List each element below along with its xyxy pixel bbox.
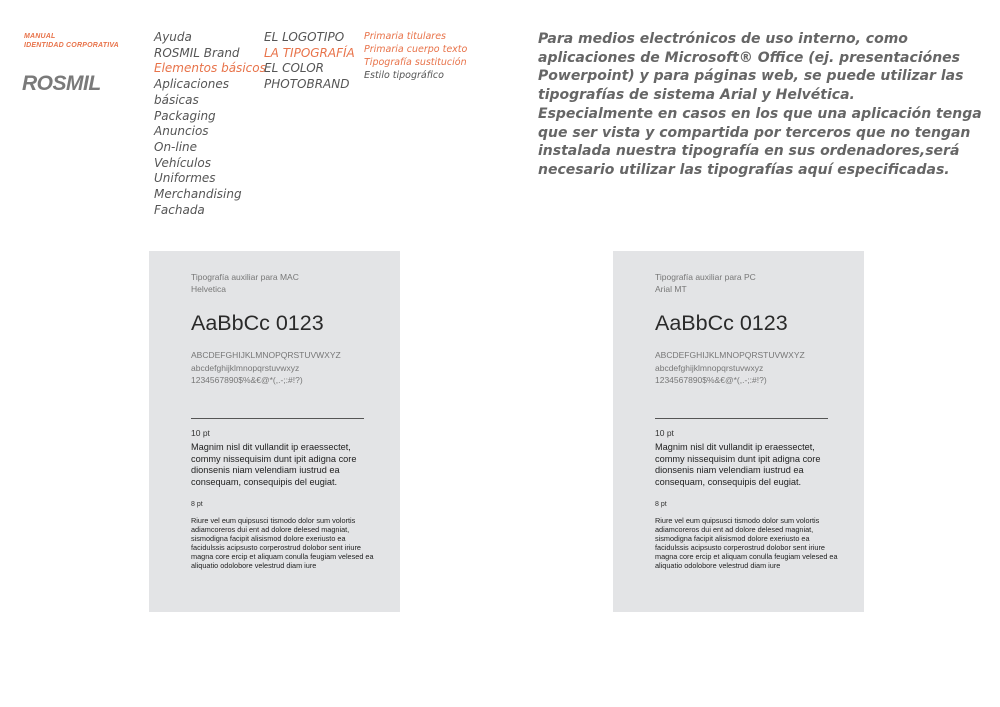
divider	[655, 418, 828, 419]
nav-item-primaria-titulares[interactable]: Primaria titulares	[364, 31, 447, 42]
intro-paragraph-2: Especialmente en casos en los que una aplicación tenga que ser vista y compartida por terceros que no tengan instalada nuestra tipografía en sus ordenadores,será necesario utilizar las tipografías aquí especificadas.	[538, 105, 982, 178]
nav-item-packaging[interactable]: Packaging	[154, 108, 216, 123]
card-header	[191, 271, 299, 295]
body-sample-10pt: Magnim nisl dit vullandit ip eraessectet, commy nissequisim dunt ipit adigna core dionsenis niam velendiam iustrud ea consequam, consequipis del eugiat.	[191, 442, 357, 487]
glyph-set	[655, 349, 805, 387]
glyphs-lower: abcdefghijklmnopqrstuvwxyz	[655, 362, 764, 373]
font-sample: AaBbCc 0123	[655, 311, 788, 335]
nav-item-photobrand[interactable]: PHOTOBRAND	[264, 77, 350, 92]
nav-item-merchandising[interactable]: Merchandising	[154, 187, 242, 202]
nav-item-anuncios[interactable]: Anuncios	[154, 124, 209, 139]
glyphs-lower: abcdefghijklmnopqrstuvwxyz	[191, 362, 300, 373]
nav-item-elementos-basicos[interactable]: Elementos básicos	[154, 61, 266, 76]
card-title: Tipografía auxiliar para PC	[655, 272, 756, 282]
glyphs-digits: 1234567890$%&€@*(,.-;:#!?)	[655, 375, 767, 386]
glyphs-upper: ABCDEFGHIJKLMNOPQRSTUVWXYZ	[655, 350, 805, 360]
nav-item-aplicaciones[interactable]: Aplicaciones	[154, 77, 229, 92]
glyphs-digits: 1234567890$%&€@*(,.-;:#!?)	[191, 375, 303, 386]
intro-text	[538, 30, 983, 180]
glyphs-upper: ABCDEFGHIJKLMNOPQRSTUVWXYZ	[191, 350, 341, 360]
nav-item-logotipo[interactable]: EL LOGOTIPO	[264, 30, 345, 44]
rosmil-logo: ROSMIL	[22, 72, 101, 95]
intro-paragraph-1: Para medios electrónicos de uso interno, como aplicaciones de Microsoft® Office (ej. presentaciónes Powerpoint) y para páginas web, se puede utilizar las tipografías de sistema Arial y Helvética.	[538, 31, 964, 104]
body-sample-10pt: Magnim nisl dit vullandit ip eraessectet, commy nissequisim dunt ipit adigna core dionsenis niam velendiam iustrud ea consequam, consequipis del eugiat.	[655, 442, 821, 487]
card-font-name: Arial MT	[655, 284, 687, 294]
size-label-10pt: 10 pt	[191, 428, 210, 438]
nav-item-uniformes[interactable]: Uniformes	[154, 171, 216, 186]
nav-item-primaria-cuerpo[interactable]: Primaria cuerpo texto	[364, 44, 468, 55]
nav-item-tipografia[interactable]: LA TIPOGRAFÍA	[264, 45, 355, 60]
nav-item-ayuda[interactable]: Ayuda	[154, 30, 192, 44]
body-sample-8pt: Riure vel eum quipsusci tismodo dolor sum volortis adiamcoreros dui ent ad dolore delesed magniat, sismodigna facipit alisismod dolore exeriusto ea facidulssis acipsusto corperostrud dolobor sent iriure magna core ercip et aliquam conulla feugiam velesed ea aliquatio odolobore velestrud diam iure	[191, 516, 374, 570]
size-label-8pt: 8 pt	[191, 501, 203, 508]
body-sample-8pt: Riure vel eum quipsusci tismodo dolor sum volortis adiamcoreros dui ent ad dolore delesed magniat, sismodigna facipit alisismod dolore exeriusto ea facidulssis acipsusto corperostrud dolobor sent iriure magna core ercip et aliquam conulla feugiam velesed ea aliquatio odolobore velestrud diam iure	[655, 516, 838, 570]
divider	[191, 418, 364, 419]
manual-line1: MANUAL	[24, 33, 56, 40]
size-label-8pt: 8 pt	[655, 501, 667, 508]
nav-item-online[interactable]: On-line	[154, 139, 198, 154]
primary-nav	[154, 30, 266, 218]
size-label-10pt: 10 pt	[655, 428, 674, 438]
nav-item-color[interactable]: EL COLOR	[264, 61, 325, 76]
nav-item-fachada[interactable]: Fachada	[154, 202, 205, 217]
tertiary-nav	[364, 30, 467, 82]
nav-item-estilo-tipografico[interactable]: Estilo tipográfico	[364, 70, 444, 81]
font-card-pc	[613, 251, 864, 612]
nav-item-vehiculos[interactable]: Vehículos	[154, 155, 211, 170]
secondary-nav	[264, 30, 355, 93]
card-header	[655, 271, 756, 295]
manual-line2: IDENTIDAD CORPORATIVA	[24, 41, 119, 49]
nav-item-tipografia-sustitucion[interactable]: Tipografía sustitución	[364, 57, 467, 68]
card-font-name: Helvetica	[191, 284, 226, 294]
manual-label	[24, 33, 119, 50]
glyph-set	[191, 349, 341, 387]
font-card-mac	[149, 251, 400, 612]
nav-item-basicas[interactable]: básicas	[154, 92, 199, 107]
font-sample: AaBbCc 0123	[191, 311, 324, 335]
card-title: Tipografía auxiliar para MAC	[191, 272, 299, 282]
nav-item-rosmil-brand[interactable]: ROSMIL Brand	[154, 45, 240, 60]
